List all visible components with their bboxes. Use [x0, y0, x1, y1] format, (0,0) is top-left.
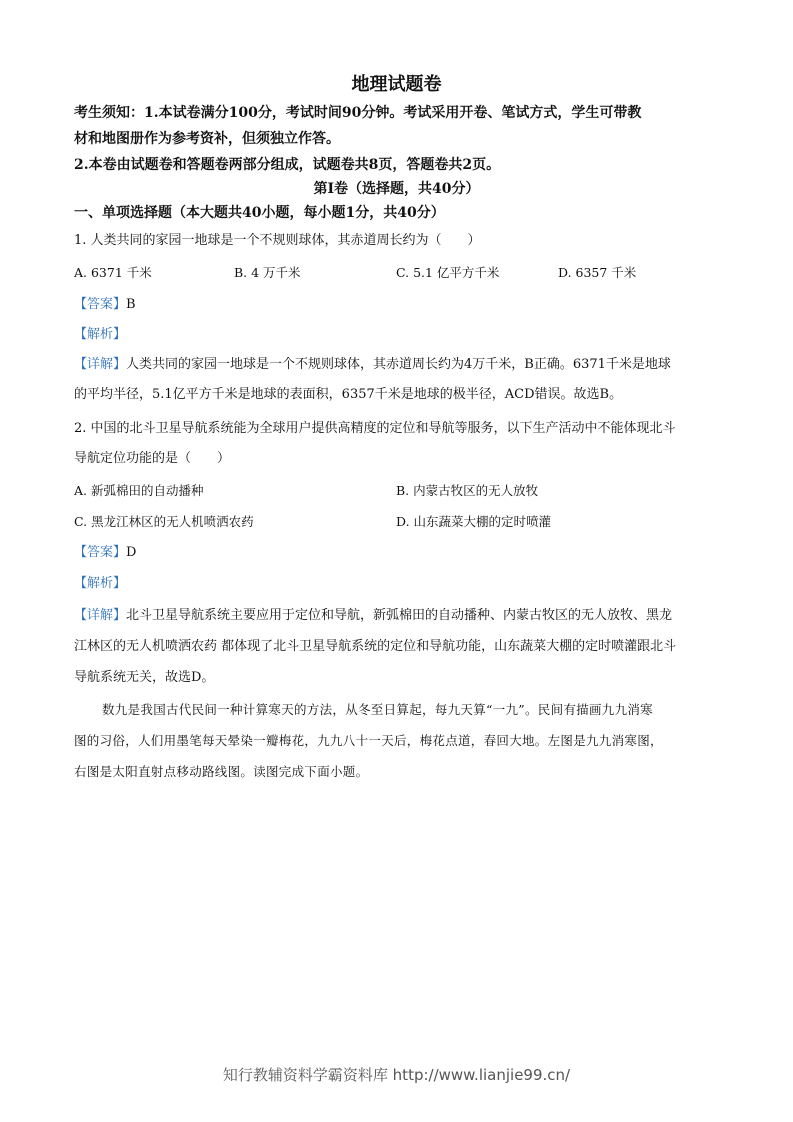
analysis-tag: 【解析】 — [74, 327, 127, 342]
section-title: 一、单项选择题（本大题共40小题，每小题1分，共40分） — [74, 205, 445, 221]
q2-stem-line-2: 导航定位功能的是（ ） — [74, 451, 231, 466]
q2-option-d: D. 山东蔬菜大棚的定时喷灌 — [396, 514, 552, 529]
detail-text: 北斗卫星导航系统主要应用于定位和导航，新弧棉田的自动播种、内蒙古牧区的无人放牧、黑龙 — [126, 608, 673, 623]
q1-analysis — [74, 326, 724, 344]
footer-watermark: 知行教辅资料学霸资料库 http://www.lianjie99.cn/ — [222, 1066, 571, 1084]
q2-stem-line-1: 2. 中国的北斗卫星导航系统能为全球用户提供高精度的定位和导航等服务，以下生产活动中不能体现北斗 — [74, 421, 676, 436]
q2-option-a: A. 新弧棉田的自动播种 — [74, 483, 204, 498]
q1-option-b: B. 4 万千米 — [234, 265, 301, 280]
q1-detail-line-2: 的平均半径，5.1亿平方千米是地球的表面积，6357千米是地球的极半径，ACD错误。故选B。 — [74, 387, 623, 402]
q1-answer — [74, 296, 724, 314]
detail-tag: 【详解】 — [74, 357, 127, 372]
q1-stem: 1. 人类共同的家园一地球是一个不规则球体，其赤道周长约为（ ） — [74, 233, 481, 248]
q2-analysis — [74, 575, 724, 593]
notice-line-2: 材和地图册作为参考资补，但须独立作答。 — [74, 131, 340, 147]
notice-line-3: 2.本卷由试题卷和答题卷两部分组成，试题卷共8页，答题卷共2页。 — [74, 157, 501, 173]
detail-tag: 【详解】 — [74, 608, 127, 623]
q1-option-a: A. 6371 千米 — [74, 265, 152, 280]
page-title: 地理试题卷 — [351, 74, 442, 95]
q2-answer — [74, 544, 724, 562]
q1-option-c: C. 5.1 亿平方千米 — [396, 265, 500, 280]
part-title: 第Ⅰ卷（选择题，共40分） — [313, 181, 480, 197]
answer-tag: 【答案】 — [74, 545, 127, 560]
passage-line-3: 右图是太阳直射点移动路线图。读图完成下面小题。 — [74, 764, 369, 779]
q2-option-c: C. 黑龙江林区的无人机喷洒农药 — [74, 514, 254, 529]
answer-value: B — [126, 297, 136, 312]
notice-line-1: 考生须知：1.本试卷满分100分，考试时间90分钟。考试采用开卷、笔试方式，学生可带教 — [74, 105, 642, 121]
q2-detail-line-1 — [74, 607, 724, 625]
analysis-tag: 【解析】 — [74, 576, 127, 591]
q1-detail-line-1 — [74, 356, 724, 374]
q2-detail-line-2: 江林区的无人机喷洒农药 都体现了北斗卫星导航系统的定位和导航功能，山东蔬菜大棚的定时喷灌跟北斗 — [74, 639, 677, 654]
passage-line-1: 数九是我国古代民间一种计算寒天的方法，从冬至日算起，每九天算“一九”。民间有描画九九消寒 — [102, 702, 653, 717]
passage-line-2: 图的习俗，人们用墨笔每天晕染一瓣梅花，九九八十一天后，梅花点道，春回大地。左图是九九消寒图， — [74, 733, 663, 748]
q2-option-b: B. 内蒙古牧区的无人放牧 — [396, 483, 539, 498]
detail-text: 人类共同的家园一地球是一个不规则球体，其赤道周长约为4万千米，B正确。6371千米是地球 — [126, 357, 671, 372]
answer-value: D — [126, 545, 137, 560]
answer-tag: 【答案】 — [74, 297, 127, 312]
q1-option-d: D. 6357 千米 — [558, 265, 637, 280]
q2-detail-line-3: 导航系统无关，故选D。 — [74, 670, 215, 685]
